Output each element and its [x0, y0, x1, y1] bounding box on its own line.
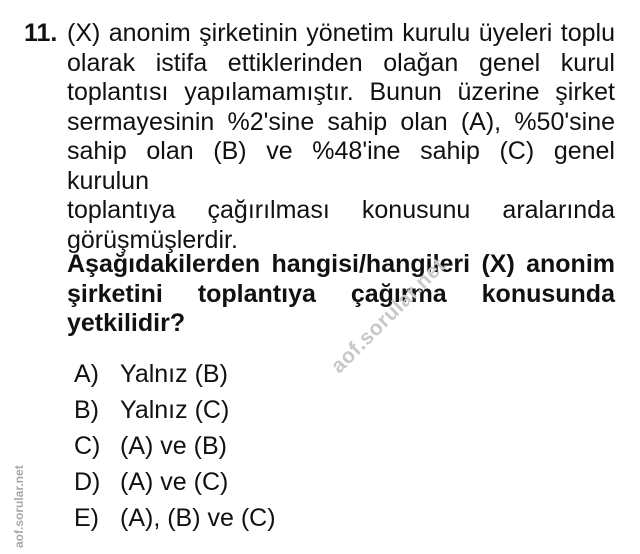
stem-line: görüşmüşlerdir.	[67, 225, 238, 254]
stem-line: toplantısı yapılamamıştır. Bunun üzerine şirket	[67, 78, 615, 106]
question-stem	[67, 19, 615, 255]
option-text: Yalnız (B)	[120, 360, 228, 388]
option-letter: C)	[74, 432, 101, 460]
stem-line: toplantıya çağırılması konusunu aralarında	[67, 196, 615, 224]
prompt-line: şirketini toplantıya çağırma konusunda	[67, 279, 615, 308]
option-text: (A) ve (C)	[120, 468, 229, 496]
option-b[interactable]	[74, 396, 229, 425]
stem-line: (X) anonim şirketinin yönetim kurulu üyeleri toplu	[67, 19, 615, 47]
option-d[interactable]	[74, 468, 228, 497]
option-letter: B)	[74, 396, 99, 424]
question-number: 11.	[24, 19, 58, 47]
watermark-diagonal: aof.sorular.net	[326, 253, 451, 378]
watermark-side: aof.sorular.net	[12, 465, 26, 548]
prompt-line: Aşağıdakilerden hangisi/hangileri (X) anonim	[67, 250, 615, 278]
option-a[interactable]	[74, 360, 228, 389]
option-letter: E)	[74, 504, 99, 532]
option-text: Yalnız (C)	[120, 396, 230, 424]
option-c[interactable]	[74, 432, 227, 461]
stem-line: sermayesinin %2'sine sahip olan (A), %50'sine	[67, 107, 615, 136]
prompt-line: yetkilidir?	[67, 309, 186, 337]
option-letter: A)	[74, 360, 99, 388]
option-text: (A), (B) ve (C)	[120, 504, 276, 532]
option-e[interactable]	[74, 504, 276, 533]
stem-line: olarak istifa ettiklerinden olağan genel kurul	[67, 48, 615, 77]
option-letter: D)	[74, 468, 101, 496]
question-prompt	[67, 250, 615, 339]
stem-line: sahip olan (B) ve %48'ine sahip (C) genel kurulun	[67, 137, 615, 195]
option-text: (A) ve (B)	[120, 432, 227, 460]
